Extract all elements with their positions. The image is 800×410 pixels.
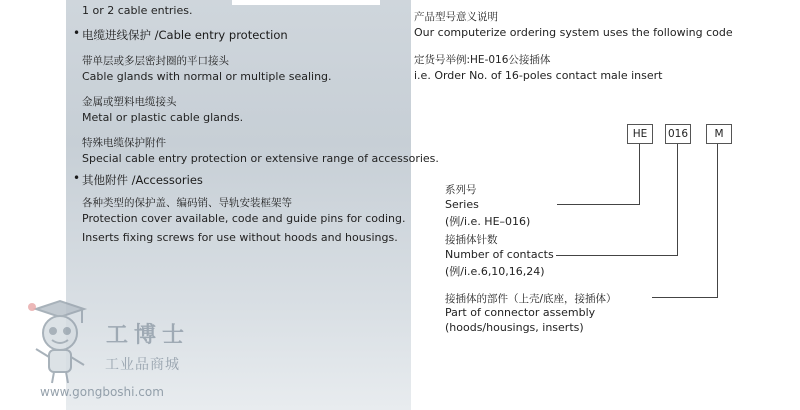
accessories-heading-cn: 其他附件: [82, 173, 128, 187]
metal-cn: 金属或塑料电缆接头: [82, 96, 177, 108]
cover-en: Protection cover available, code and guide pins for coding.: [82, 212, 406, 225]
watermark-url: www.gongboshi.com: [40, 385, 164, 399]
code-box-series: HE: [627, 124, 653, 144]
accessories-heading-en: /Accessories: [128, 173, 203, 187]
watermark-tagline: 工业品商城: [105, 357, 180, 373]
panel-top-edge: [232, 0, 380, 5]
watermark-brand: 工博士: [106, 322, 191, 348]
contacts-connector-vertical: [677, 144, 678, 255]
series-cn: 系列号: [445, 184, 477, 196]
cable-protection-heading-cn: 电缆进线保护: [82, 28, 151, 42]
contacts-example: (例/i.e.6,10,16,24): [445, 265, 545, 278]
metal-en: Metal or plastic cable glands.: [82, 111, 244, 124]
inserts-en: Inserts fixing screws for use without hoods and housings.: [82, 231, 398, 244]
mascot-logo-icon: [22, 295, 92, 385]
gland-cn: 带单层或多层密封圈的平口接头: [82, 55, 229, 67]
accessories-heading: [82, 172, 203, 188]
gland-en: Cable glands with normal or multiple sealing.: [82, 70, 332, 83]
example-cn: 定货号举例:HE-016公接插体: [414, 54, 551, 66]
special-cn: 特殊电缆保护附件: [82, 137, 166, 149]
contacts-connector-horizontal: [556, 255, 678, 256]
cover-cn: 各种类型的保护盖、编码销、导轨安装框架等: [82, 197, 292, 209]
part-cn: 接插体的部件（上壳/底座，接插体）: [445, 293, 617, 305]
series-example: (例/i.e. HE–016): [445, 215, 531, 228]
special-en: Special cable entry protection or extensive range of accessories.: [82, 152, 439, 165]
ordering-title-cn: 产品型号意义说明: [414, 11, 498, 23]
part-example: (hoods/housings, inserts): [445, 321, 584, 334]
cable-protection-heading: [82, 27, 288, 43]
example-en: i.e. Order No. of 16-poles contact male insert: [414, 69, 663, 82]
series-en: Series: [445, 198, 479, 211]
cable-entries-text: 1 or 2 cable entries.: [82, 4, 193, 17]
series-connector-horizontal: [557, 204, 640, 205]
part-connector-horizontal: [652, 297, 718, 298]
contacts-cn: 接插体针数: [445, 234, 498, 246]
code-box-contacts: 016: [665, 124, 691, 144]
part-en: Part of connector assembly: [445, 306, 596, 319]
code-box-part: M: [706, 124, 732, 144]
part-connector-vertical: [717, 144, 718, 297]
series-connector-vertical: [639, 144, 640, 204]
contacts-en: Number of contacts: [445, 248, 554, 261]
ordering-title-en: Our computerize ordering system uses the following code: [414, 26, 733, 39]
cable-protection-heading-en: /Cable entry protection: [151, 28, 288, 42]
